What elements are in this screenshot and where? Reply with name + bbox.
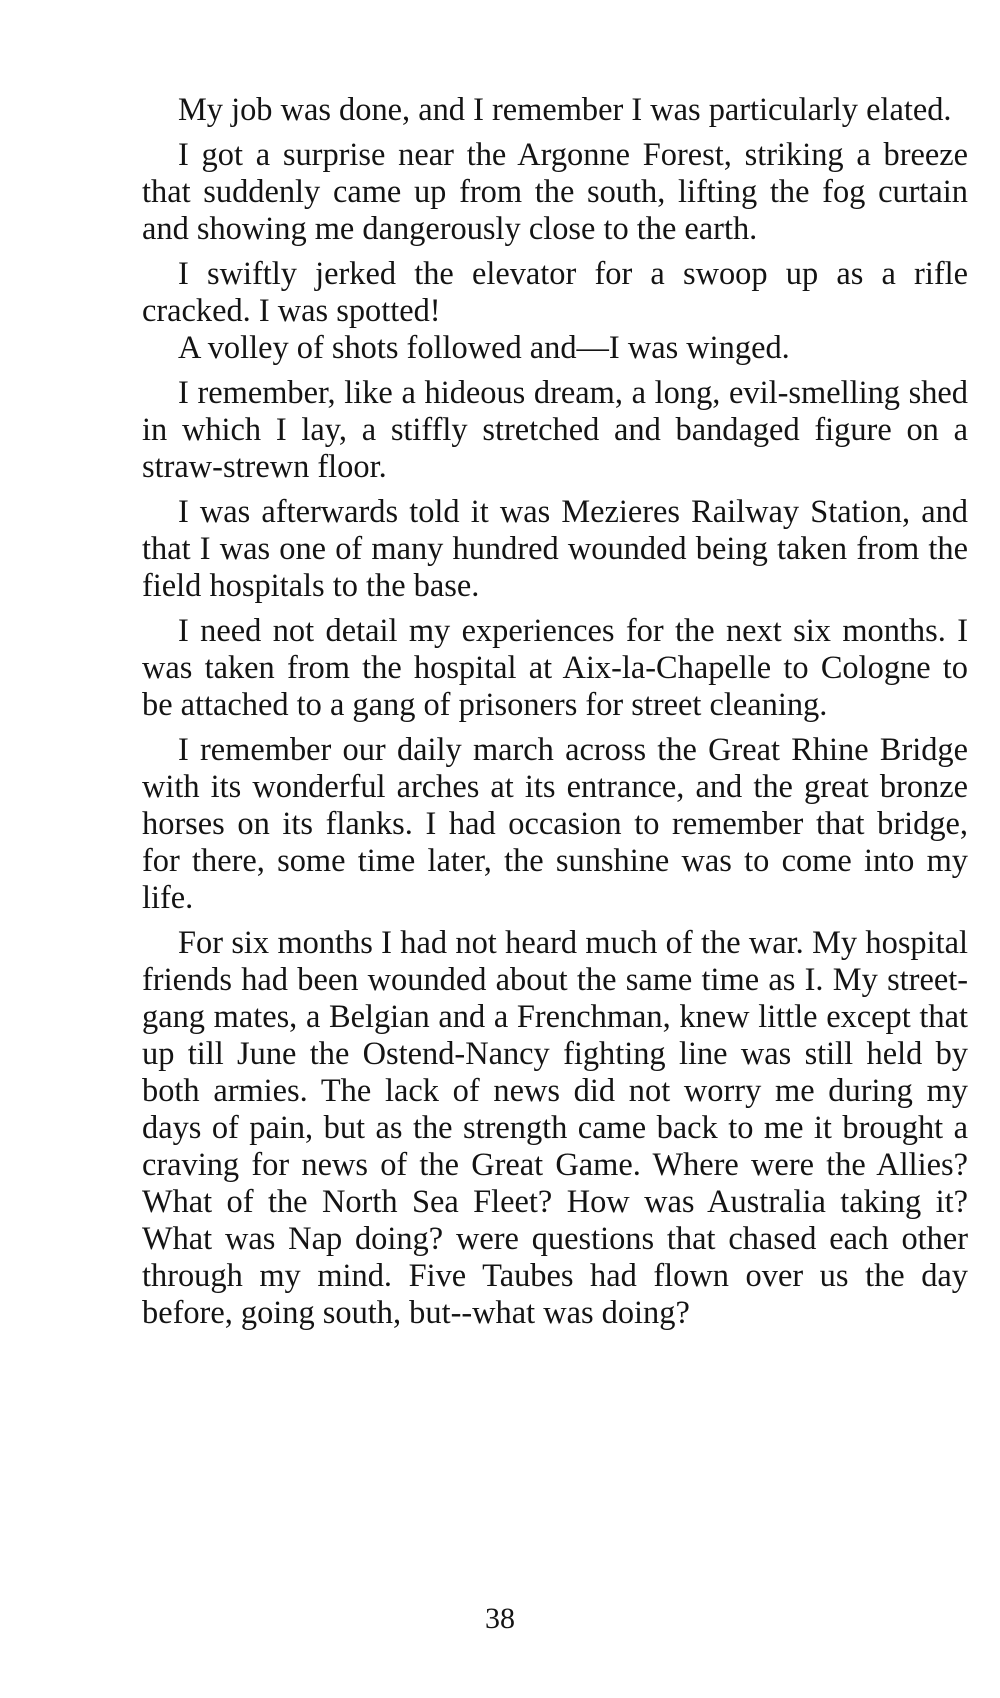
paragraph: I remember our daily march across the Great Rhine Bridge with its wonderful arches at its entrance, and the great bronze horses on its flanks. I had occasion to remember that bridge, for there, some time later, the sunshine was to come into my life.	[142, 732, 968, 916]
paragraph: I was afterwards told it was Mezieres Railway Station, and that I was one of many hundred wounded being taken from the field hospitals to the base.	[142, 494, 968, 604]
paragraph: For six months I had not heard much of the war. My hospital friends had been wounded about the same time as I. My street-gang mates, a Belgian and a Frenchman, knew little except that up till June the Ostend-Nancy fighting line was still held by both armies. The lack of news did not worry me during my days of pain, but as the strength came back to me it brought a craving for news of the Great Game. Where were the Allies? What of the North Sea Fleet? How was Australia taking it? What was Nap doing? were questions that chased each other through my mind. Five Taubes had flown over us the day before, going south, but--what was doing?	[142, 925, 968, 1331]
paragraph: I got a surprise near the Argonne Forest, striking a breeze that suddenly came up from the south, lifting the fog curtain and showing me dangerously close to the earth.	[142, 137, 968, 247]
paragraph: I swiftly jerked the elevator for a swoop up as a rifle cracked. I was spotted!	[142, 256, 968, 329]
paragraph: A volley of shots followed and—I was winged.	[178, 330, 790, 366]
paragraph: I remember, like a hideous dream, a long, evil-smelling shed in which I lay, a stiffly stretched and bandaged figure on a straw-strewn floor.	[142, 375, 968, 485]
paragraph: I need not detail my experiences for the next six months. I was taken from the hospital at Aix-la-Chapelle to Cologne to be attached to a gang of prisoners for street cleaning.	[142, 613, 968, 723]
page-number: 38	[485, 1602, 515, 1635]
body-text	[142, 92, 968, 1340]
paragraph: My job was done, and I remember I was particularly elated.	[178, 92, 952, 128]
